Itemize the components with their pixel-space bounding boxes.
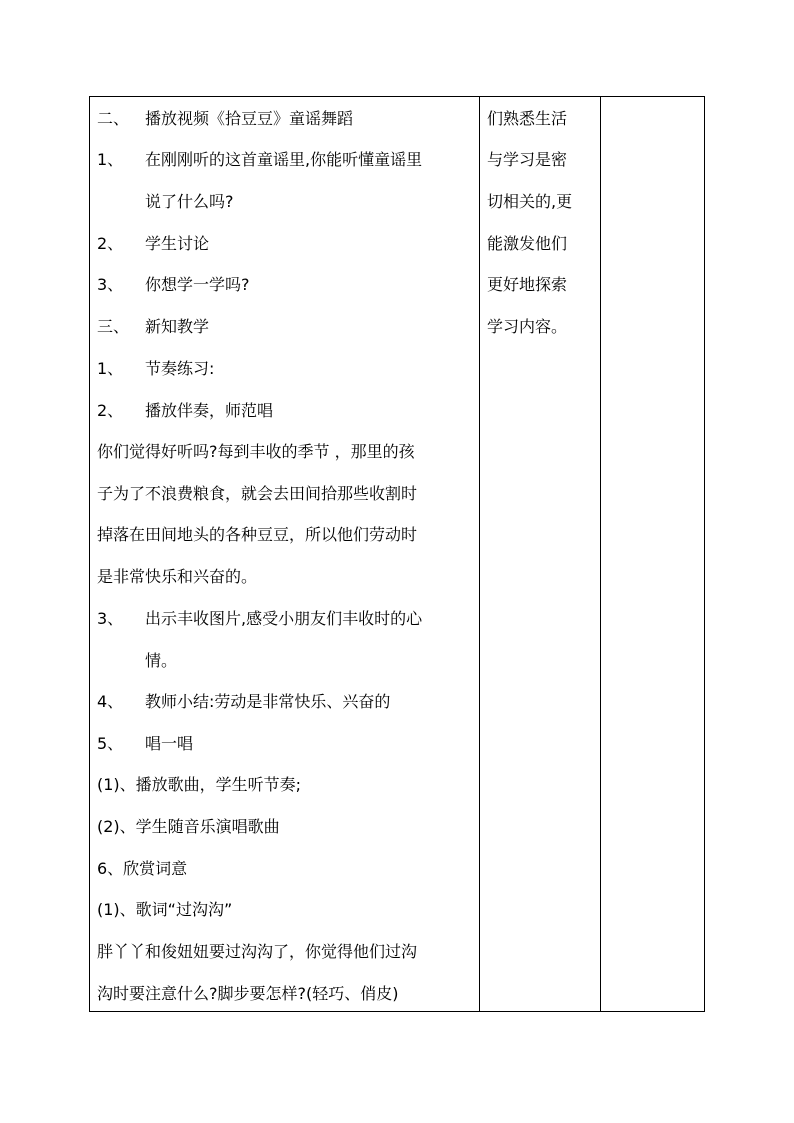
item-number: 1、 [97,359,124,378]
column-divider [479,97,480,1011]
item-number: 2、 [97,234,124,253]
column-divider [600,97,601,1011]
item-text: 说了什么吗? [145,192,234,211]
item-text: 学生讨论 [145,234,210,253]
item-number: 4、 [97,692,124,711]
paragraph-text: 是非常快乐和兴奋的。 [97,567,258,586]
paragraph-text: (1)、播放歌曲，学生听节奏; [97,775,302,794]
item-text: 情。 [145,651,178,670]
paragraph-text: 沟时要注意什么?脚步要怎样?(轻巧、俏皮) [97,984,399,1003]
item-number: 二、 [97,109,130,128]
item-text: 新知教学 [145,317,210,336]
item-number: 3、 [97,275,124,294]
paragraph-text: (1)、歌词“过沟沟” [97,900,233,919]
item-text: 在刚刚听的这首童谣里,你能听懂童谣里 [145,150,423,169]
item-text: 出示丰收图片,感受小朋友们丰收时的心 [145,609,423,628]
item-number: 1、 [97,150,124,169]
item-text: 播放视频《拾豆豆》童谣舞蹈 [145,109,354,128]
item-number: 5、 [97,734,124,753]
item-number: 2、 [97,401,124,420]
paragraph-text: 胖丫丫和俊妞妞要过沟沟了，你觉得他们过沟 [97,942,418,961]
item-number: 三、 [97,317,130,336]
paragraph-text: (2)、学生随音乐演唱歌曲 [97,817,280,836]
item-text: 唱一唱 [145,734,194,753]
item-text: 播放伴奏，师范唱 [145,401,274,420]
note-text: 更好地探索 [487,275,568,294]
paragraph-text: 你们觉得好听吗?每到丰收的季节 ，那里的孩 [97,442,415,461]
item-text: 节奏练习: [145,359,215,378]
item-number: 3、 [97,609,124,628]
note-text: 们熟悉生活 [487,109,568,128]
paragraph-text: 子为了不浪费粮食，就会去田间拾那些收割时 [97,484,418,503]
paragraph-text: 掉落在田间地头的各种豆豆，所以他们劳动时 [97,525,418,544]
note-text: 切相关的,更 [487,192,573,211]
item-text: 你想学一学吗? [145,275,250,294]
paragraph-text: 6、欣赏词意 [97,859,188,878]
note-text: 与学习是密 [487,150,568,169]
lesson-table [89,96,705,1012]
note-text: 学习内容。 [487,317,568,336]
note-text: 能激发他们 [487,234,568,253]
item-text: 教师小结:劳动是非常快乐、兴奋的 [145,692,391,711]
